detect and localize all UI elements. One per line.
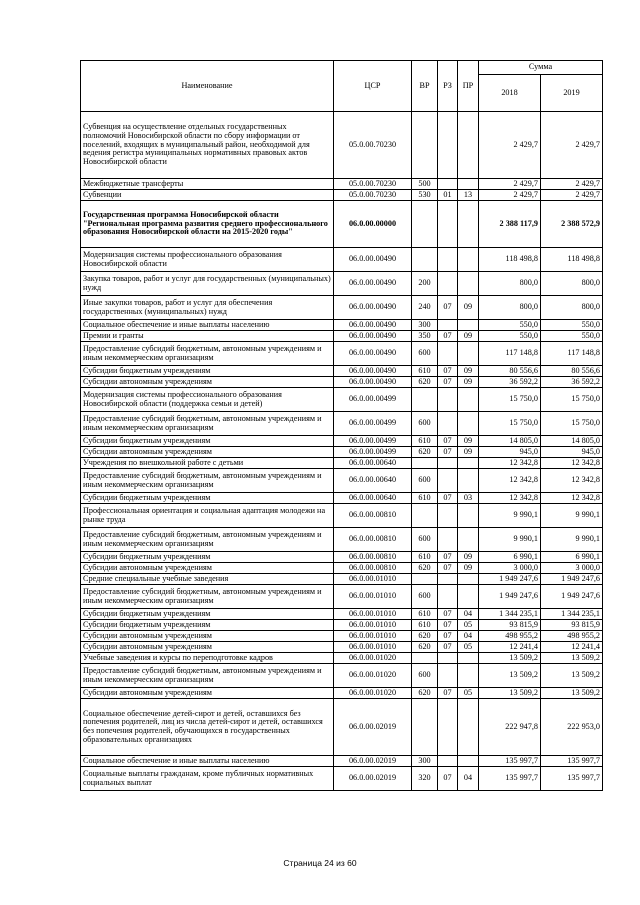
row-pr bbox=[458, 458, 479, 469]
row-pr bbox=[458, 574, 479, 585]
row-sum-2018: 2 429,7 bbox=[479, 179, 541, 190]
row-rz bbox=[438, 179, 458, 190]
row-rz: 07 bbox=[438, 609, 458, 620]
row-rz bbox=[438, 585, 458, 609]
row-vr: 320 bbox=[412, 767, 438, 791]
row-sum-2018: 12 241,4 bbox=[479, 642, 541, 653]
row-vr: 600 bbox=[412, 412, 438, 436]
row-pr: 13 bbox=[458, 190, 479, 201]
row-sum-2018: 222 947,8 bbox=[479, 699, 541, 756]
row-rz bbox=[438, 469, 458, 493]
row-sum-2019: 9 990,1 bbox=[541, 528, 603, 552]
header-year-2018: 2018 bbox=[479, 75, 541, 112]
row-sum-2019: 945,0 bbox=[541, 447, 603, 458]
row-csr: 06.0.00.00499 bbox=[334, 388, 412, 412]
table-row bbox=[81, 458, 603, 469]
row-name: Иные закупки товаров, работ и услуг для обеспечения государственных (муниципальных) нужд bbox=[81, 296, 334, 320]
row-pr bbox=[458, 664, 479, 688]
row-pr bbox=[458, 342, 479, 366]
table-row bbox=[81, 664, 603, 688]
table-row bbox=[81, 248, 603, 272]
row-pr bbox=[458, 699, 479, 756]
row-csr: 06.0.00.00000 bbox=[334, 201, 412, 248]
row-rz bbox=[438, 528, 458, 552]
header-pr: ПР bbox=[458, 61, 479, 112]
table-row bbox=[81, 609, 603, 620]
row-vr: 600 bbox=[412, 528, 438, 552]
row-vr bbox=[412, 388, 438, 412]
row-name: Субсидии автономным учреждениям bbox=[81, 642, 334, 653]
row-vr bbox=[412, 504, 438, 528]
row-csr: 06.0.00.00810 bbox=[334, 563, 412, 574]
row-name: Субсидии бюджетным учреждениям bbox=[81, 366, 334, 377]
row-sum-2018: 135 997,7 bbox=[479, 767, 541, 791]
row-name: Профессиональная ориентация и социальная адаптация молодежи на рынке труда bbox=[81, 504, 334, 528]
row-sum-2019: 12 241,4 bbox=[541, 642, 603, 653]
row-sum-2018: 6 990,1 bbox=[479, 552, 541, 563]
table-row bbox=[81, 366, 603, 377]
row-pr: 05 bbox=[458, 620, 479, 631]
row-sum-2019: 12 342,8 bbox=[541, 469, 603, 493]
row-csr: 05.0.00.70230 bbox=[334, 190, 412, 201]
row-name: Субсидии бюджетным учреждениям bbox=[81, 493, 334, 504]
row-pr bbox=[458, 112, 479, 179]
row-sum-2019: 498 955,2 bbox=[541, 631, 603, 642]
row-pr: 05 bbox=[458, 688, 479, 699]
budget-table bbox=[80, 60, 603, 791]
row-pr bbox=[458, 248, 479, 272]
row-sum-2018: 117 148,8 bbox=[479, 342, 541, 366]
row-sum-2018: 15 750,0 bbox=[479, 388, 541, 412]
row-name: Субвенция на осуществление отдельных государственных полномочий Новосибирской области по сбору информации от поселений, входящих в муниципальный район, необходимой для ведения регистра муниципальных нормативных правовых актов Новосибирской области bbox=[81, 112, 334, 179]
row-rz bbox=[438, 664, 458, 688]
row-sum-2018: 1 344 235,1 bbox=[479, 609, 541, 620]
row-pr: 04 bbox=[458, 609, 479, 620]
row-vr: 610 bbox=[412, 609, 438, 620]
row-sum-2019: 135 997,7 bbox=[541, 756, 603, 767]
row-rz: 07 bbox=[438, 436, 458, 447]
header-csr: ЦСР bbox=[334, 61, 412, 112]
row-rz bbox=[438, 201, 458, 248]
row-pr: 09 bbox=[458, 366, 479, 377]
row-rz bbox=[438, 248, 458, 272]
row-sum-2019: 9 990,1 bbox=[541, 504, 603, 528]
table-row bbox=[81, 447, 603, 458]
row-name: Межбюджетные трансферты bbox=[81, 179, 334, 190]
row-pr: 09 bbox=[458, 436, 479, 447]
row-vr bbox=[412, 574, 438, 585]
row-csr: 06.0.00.01010 bbox=[334, 620, 412, 631]
row-sum-2019: 6 990,1 bbox=[541, 552, 603, 563]
row-sum-2018: 118 498,8 bbox=[479, 248, 541, 272]
table-row bbox=[81, 388, 603, 412]
row-name: Субсидии бюджетным учреждениям bbox=[81, 552, 334, 563]
row-csr: 06.0.00.00640 bbox=[334, 458, 412, 469]
table-row bbox=[81, 320, 603, 331]
row-csr: 06.0.00.01010 bbox=[334, 609, 412, 620]
row-name: Субсидии автономным учреждениям bbox=[81, 631, 334, 642]
row-rz bbox=[438, 504, 458, 528]
row-sum-2018: 550,0 bbox=[479, 320, 541, 331]
row-rz: 07 bbox=[438, 620, 458, 631]
table-row bbox=[81, 112, 603, 179]
row-sum-2019: 1 344 235,1 bbox=[541, 609, 603, 620]
row-sum-2019: 80 556,6 bbox=[541, 366, 603, 377]
row-csr: 06.0.00.00490 bbox=[334, 320, 412, 331]
row-sum-2018: 36 592,2 bbox=[479, 377, 541, 388]
row-sum-2019: 118 498,8 bbox=[541, 248, 603, 272]
row-sum-2019: 1 949 247,6 bbox=[541, 574, 603, 585]
row-rz: 01 bbox=[438, 190, 458, 201]
row-sum-2018: 2 388 117,9 bbox=[479, 201, 541, 248]
row-rz bbox=[438, 112, 458, 179]
row-csr: 06.0.00.00810 bbox=[334, 552, 412, 563]
table-row bbox=[81, 528, 603, 552]
row-name: Закупка товаров, работ и услуг для государственных (муниципальных) нужд bbox=[81, 272, 334, 296]
row-rz: 07 bbox=[438, 296, 458, 320]
row-sum-2018: 15 750,0 bbox=[479, 412, 541, 436]
table-row bbox=[81, 331, 603, 342]
row-rz: 07 bbox=[438, 563, 458, 574]
row-rz: 07 bbox=[438, 331, 458, 342]
row-csr: 05.0.00.70230 bbox=[334, 112, 412, 179]
row-pr: 09 bbox=[458, 563, 479, 574]
row-name: Учреждения по внешкольной работе с детьми bbox=[81, 458, 334, 469]
row-name: Субсидии бюджетным учреждениям bbox=[81, 436, 334, 447]
row-pr bbox=[458, 528, 479, 552]
row-sum-2018: 800,0 bbox=[479, 296, 541, 320]
row-csr: 06.0.00.02019 bbox=[334, 767, 412, 791]
row-name: Государственная программа Новосибирской области "Региональная программа развития среднего профессионального образования Новосибирской области на 2015-2020 годы" bbox=[81, 201, 334, 248]
row-name: Субсидии бюджетным учреждениям bbox=[81, 620, 334, 631]
row-vr: 620 bbox=[412, 631, 438, 642]
row-vr bbox=[412, 201, 438, 248]
row-csr: 06.0.00.00810 bbox=[334, 504, 412, 528]
row-sum-2019: 800,0 bbox=[541, 296, 603, 320]
row-vr: 600 bbox=[412, 469, 438, 493]
row-csr: 06.0.00.00499 bbox=[334, 447, 412, 458]
row-name: Субсидии автономным учреждениям bbox=[81, 377, 334, 388]
row-csr: 06.0.00.00810 bbox=[334, 528, 412, 552]
row-vr: 620 bbox=[412, 447, 438, 458]
row-rz: 07 bbox=[438, 767, 458, 791]
table-row bbox=[81, 631, 603, 642]
row-rz bbox=[438, 388, 458, 412]
row-sum-2019: 3 000,0 bbox=[541, 563, 603, 574]
row-name: Предоставление субсидий бюджетным, автономным учреждениям и иным некоммерческим организациям bbox=[81, 412, 334, 436]
row-name: Субсидии автономным учреждениям bbox=[81, 688, 334, 699]
row-pr: 09 bbox=[458, 331, 479, 342]
row-pr: 04 bbox=[458, 767, 479, 791]
row-vr: 530 bbox=[412, 190, 438, 201]
row-pr bbox=[458, 756, 479, 767]
table-row bbox=[81, 585, 603, 609]
table-row bbox=[81, 642, 603, 653]
row-name: Субсидии бюджетным учреждениям bbox=[81, 609, 334, 620]
row-sum-2019: 13 509,2 bbox=[541, 664, 603, 688]
row-vr: 610 bbox=[412, 620, 438, 631]
row-sum-2019: 13 509,2 bbox=[541, 653, 603, 664]
row-vr bbox=[412, 458, 438, 469]
row-name: Премии и гранты bbox=[81, 331, 334, 342]
row-csr: 06.0.00.02019 bbox=[334, 699, 412, 756]
row-sum-2019: 36 592,2 bbox=[541, 377, 603, 388]
header-sum: Сумма bbox=[479, 61, 603, 75]
row-pr: 09 bbox=[458, 552, 479, 563]
table-row bbox=[81, 552, 603, 563]
row-csr: 06.0.00.00640 bbox=[334, 493, 412, 504]
row-sum-2018: 9 990,1 bbox=[479, 528, 541, 552]
row-sum-2018: 12 342,8 bbox=[479, 493, 541, 504]
row-csr: 06.0.00.00490 bbox=[334, 296, 412, 320]
table-row bbox=[81, 201, 603, 248]
row-sum-2018: 498 955,2 bbox=[479, 631, 541, 642]
table-row bbox=[81, 563, 603, 574]
row-sum-2018: 3 000,0 bbox=[479, 563, 541, 574]
row-csr: 06.0.00.01020 bbox=[334, 688, 412, 699]
table-row bbox=[81, 190, 603, 201]
row-pr: 05 bbox=[458, 642, 479, 653]
row-name: Субвенции bbox=[81, 190, 334, 201]
table-row bbox=[81, 688, 603, 699]
row-sum-2019: 15 750,0 bbox=[541, 388, 603, 412]
row-sum-2019: 800,0 bbox=[541, 272, 603, 296]
page-number: Страница 24 из 60 bbox=[283, 858, 357, 868]
row-vr: 600 bbox=[412, 585, 438, 609]
table-row bbox=[81, 179, 603, 190]
row-csr: 06.0.00.00499 bbox=[334, 436, 412, 447]
table-row bbox=[81, 412, 603, 436]
row-csr: 06.0.00.01010 bbox=[334, 642, 412, 653]
row-pr bbox=[458, 201, 479, 248]
row-vr bbox=[412, 248, 438, 272]
row-pr: 09 bbox=[458, 377, 479, 388]
row-vr: 610 bbox=[412, 366, 438, 377]
row-sum-2018: 945,0 bbox=[479, 447, 541, 458]
row-name: Предоставление субсидий бюджетным, автономным учреждениям и иным некоммерческим организациям bbox=[81, 342, 334, 366]
row-vr: 240 bbox=[412, 296, 438, 320]
row-vr: 620 bbox=[412, 563, 438, 574]
row-vr: 620 bbox=[412, 642, 438, 653]
row-rz: 07 bbox=[438, 447, 458, 458]
table-row bbox=[81, 436, 603, 447]
row-rz bbox=[438, 574, 458, 585]
row-rz: 07 bbox=[438, 493, 458, 504]
table-row bbox=[81, 574, 603, 585]
row-sum-2018: 2 429,7 bbox=[479, 112, 541, 179]
row-rz bbox=[438, 653, 458, 664]
row-sum-2019: 93 815,9 bbox=[541, 620, 603, 631]
row-name: Социальные выплаты гражданам, кроме публичных нормативных социальных выплат bbox=[81, 767, 334, 791]
row-rz: 07 bbox=[438, 631, 458, 642]
row-sum-2018: 13 509,2 bbox=[479, 664, 541, 688]
row-vr: 300 bbox=[412, 756, 438, 767]
row-name: Субсидии автономным учреждениям bbox=[81, 563, 334, 574]
row-sum-2018: 13 509,2 bbox=[479, 688, 541, 699]
row-name: Средние специальные учебные заведения bbox=[81, 574, 334, 585]
row-vr bbox=[412, 699, 438, 756]
row-rz bbox=[438, 342, 458, 366]
row-pr bbox=[458, 585, 479, 609]
row-csr: 05.0.00.70230 bbox=[334, 179, 412, 190]
row-rz bbox=[438, 756, 458, 767]
table-row bbox=[81, 296, 603, 320]
row-vr: 350 bbox=[412, 331, 438, 342]
row-sum-2018: 13 509,2 bbox=[479, 653, 541, 664]
row-sum-2019: 2 429,7 bbox=[541, 179, 603, 190]
row-csr: 06.0.00.01020 bbox=[334, 664, 412, 688]
row-csr: 06.0.00.00490 bbox=[334, 272, 412, 296]
row-vr bbox=[412, 653, 438, 664]
row-pr: 09 bbox=[458, 447, 479, 458]
row-csr: 06.0.00.00490 bbox=[334, 377, 412, 388]
row-name: Предоставление субсидий бюджетным, автономным учреждениям и иным некоммерческим организациям bbox=[81, 585, 334, 609]
row-csr: 06.0.00.01010 bbox=[334, 574, 412, 585]
row-sum-2019: 135 997,7 bbox=[541, 767, 603, 791]
row-name: Учебные заведения и курсы по переподготовке кадров bbox=[81, 653, 334, 664]
row-pr bbox=[458, 504, 479, 528]
row-sum-2019: 2 429,7 bbox=[541, 190, 603, 201]
row-rz bbox=[438, 272, 458, 296]
row-vr: 620 bbox=[412, 377, 438, 388]
row-vr: 300 bbox=[412, 320, 438, 331]
row-pr bbox=[458, 179, 479, 190]
row-csr: 06.0.00.00640 bbox=[334, 469, 412, 493]
header-name: Наименование bbox=[81, 61, 334, 112]
row-name: Предоставление субсидий бюджетным, автономным учреждениям и иным некоммерческим организациям bbox=[81, 664, 334, 688]
row-sum-2018: 2 429,7 bbox=[479, 190, 541, 201]
row-csr: 06.0.00.00490 bbox=[334, 342, 412, 366]
row-name: Предоставление субсидий бюджетным, автономным учреждениям и иным некоммерческим организациям bbox=[81, 469, 334, 493]
header-year-2019: 2019 bbox=[541, 75, 603, 112]
row-sum-2019: 2 429,7 bbox=[541, 112, 603, 179]
row-pr: 09 bbox=[458, 296, 479, 320]
row-vr: 610 bbox=[412, 493, 438, 504]
row-vr: 200 bbox=[412, 272, 438, 296]
row-rz: 07 bbox=[438, 377, 458, 388]
row-rz: 07 bbox=[438, 688, 458, 699]
row-sum-2018: 800,0 bbox=[479, 272, 541, 296]
row-pr bbox=[458, 653, 479, 664]
table-row bbox=[81, 653, 603, 664]
table-row bbox=[81, 377, 603, 388]
row-sum-2019: 15 750,0 bbox=[541, 412, 603, 436]
row-name: Модернизация системы профессионального образования Новосибирской области (поддержка семьи и детей) bbox=[81, 388, 334, 412]
table-row bbox=[81, 342, 603, 366]
row-csr: 06.0.00.00499 bbox=[334, 412, 412, 436]
table-row bbox=[81, 469, 603, 493]
row-csr: 06.0.00.00490 bbox=[334, 248, 412, 272]
row-sum-2018: 9 990,1 bbox=[479, 504, 541, 528]
header-row-top bbox=[81, 61, 603, 75]
row-sum-2019: 12 342,8 bbox=[541, 493, 603, 504]
row-sum-2019: 12 342,8 bbox=[541, 458, 603, 469]
row-sum-2018: 135 997,7 bbox=[479, 756, 541, 767]
row-csr: 06.0.00.01020 bbox=[334, 653, 412, 664]
row-rz: 07 bbox=[438, 642, 458, 653]
row-rz bbox=[438, 320, 458, 331]
row-csr: 06.0.00.02019 bbox=[334, 756, 412, 767]
row-vr: 600 bbox=[412, 664, 438, 688]
row-sum-2018: 550,0 bbox=[479, 331, 541, 342]
row-name: Социальное обеспечение и иные выплаты населению bbox=[81, 756, 334, 767]
row-rz: 07 bbox=[438, 366, 458, 377]
row-csr: 06.0.00.00490 bbox=[334, 331, 412, 342]
row-rz bbox=[438, 699, 458, 756]
row-pr bbox=[458, 412, 479, 436]
row-vr: 620 bbox=[412, 688, 438, 699]
table-row bbox=[81, 699, 603, 756]
row-csr: 06.0.00.00490 bbox=[334, 366, 412, 377]
row-sum-2019: 550,0 bbox=[541, 320, 603, 331]
row-pr bbox=[458, 272, 479, 296]
row-pr bbox=[458, 388, 479, 412]
row-sum-2019: 222 953,0 bbox=[541, 699, 603, 756]
row-name: Социальное обеспечение детей-сирот и детей, оставшихся без попечения родителей, лиц из числа детей-сирот и детей, оставшихся без попечения родителей, обучающихся в государственных образовательных организациях bbox=[81, 699, 334, 756]
row-vr: 610 bbox=[412, 436, 438, 447]
row-pr: 03 bbox=[458, 493, 479, 504]
table-row bbox=[81, 767, 603, 791]
table-row bbox=[81, 620, 603, 631]
row-rz bbox=[438, 458, 458, 469]
row-sum-2018: 80 556,6 bbox=[479, 366, 541, 377]
row-vr: 500 bbox=[412, 179, 438, 190]
row-sum-2018: 1 949 247,6 bbox=[479, 574, 541, 585]
header-vr: ВР bbox=[412, 61, 438, 112]
row-vr: 600 bbox=[412, 342, 438, 366]
row-pr bbox=[458, 320, 479, 331]
row-sum-2018: 12 342,8 bbox=[479, 458, 541, 469]
row-sum-2019: 550,0 bbox=[541, 331, 603, 342]
row-sum-2019: 13 509,2 bbox=[541, 688, 603, 699]
row-rz bbox=[438, 412, 458, 436]
header-rz: РЗ bbox=[438, 61, 458, 112]
row-name: Социальное обеспечение и иные выплаты населению bbox=[81, 320, 334, 331]
row-name: Предоставление субсидий бюджетным, автономным учреждениям и иным некоммерческим организациям bbox=[81, 528, 334, 552]
table-row bbox=[81, 493, 603, 504]
table-row bbox=[81, 756, 603, 767]
row-name: Модернизация системы профессионального образования Новосибирской области bbox=[81, 248, 334, 272]
table-row bbox=[81, 272, 603, 296]
row-vr bbox=[412, 112, 438, 179]
row-sum-2019: 14 805,0 bbox=[541, 436, 603, 447]
row-rz: 07 bbox=[438, 552, 458, 563]
row-pr: 04 bbox=[458, 631, 479, 642]
row-sum-2018: 14 805,0 bbox=[479, 436, 541, 447]
row-sum-2018: 93 815,9 bbox=[479, 620, 541, 631]
row-name: Субсидии автономным учреждениям bbox=[81, 447, 334, 458]
row-sum-2018: 12 342,8 bbox=[479, 469, 541, 493]
row-csr: 06.0.00.01010 bbox=[334, 585, 412, 609]
row-csr: 06.0.00.01010 bbox=[334, 631, 412, 642]
row-sum-2019: 1 949 247,6 bbox=[541, 585, 603, 609]
row-sum-2019: 117 148,8 bbox=[541, 342, 603, 366]
row-pr bbox=[458, 469, 479, 493]
row-sum-2019: 2 388 572,9 bbox=[541, 201, 603, 248]
table-row bbox=[81, 504, 603, 528]
row-sum-2018: 1 949 247,6 bbox=[479, 585, 541, 609]
row-vr: 610 bbox=[412, 552, 438, 563]
